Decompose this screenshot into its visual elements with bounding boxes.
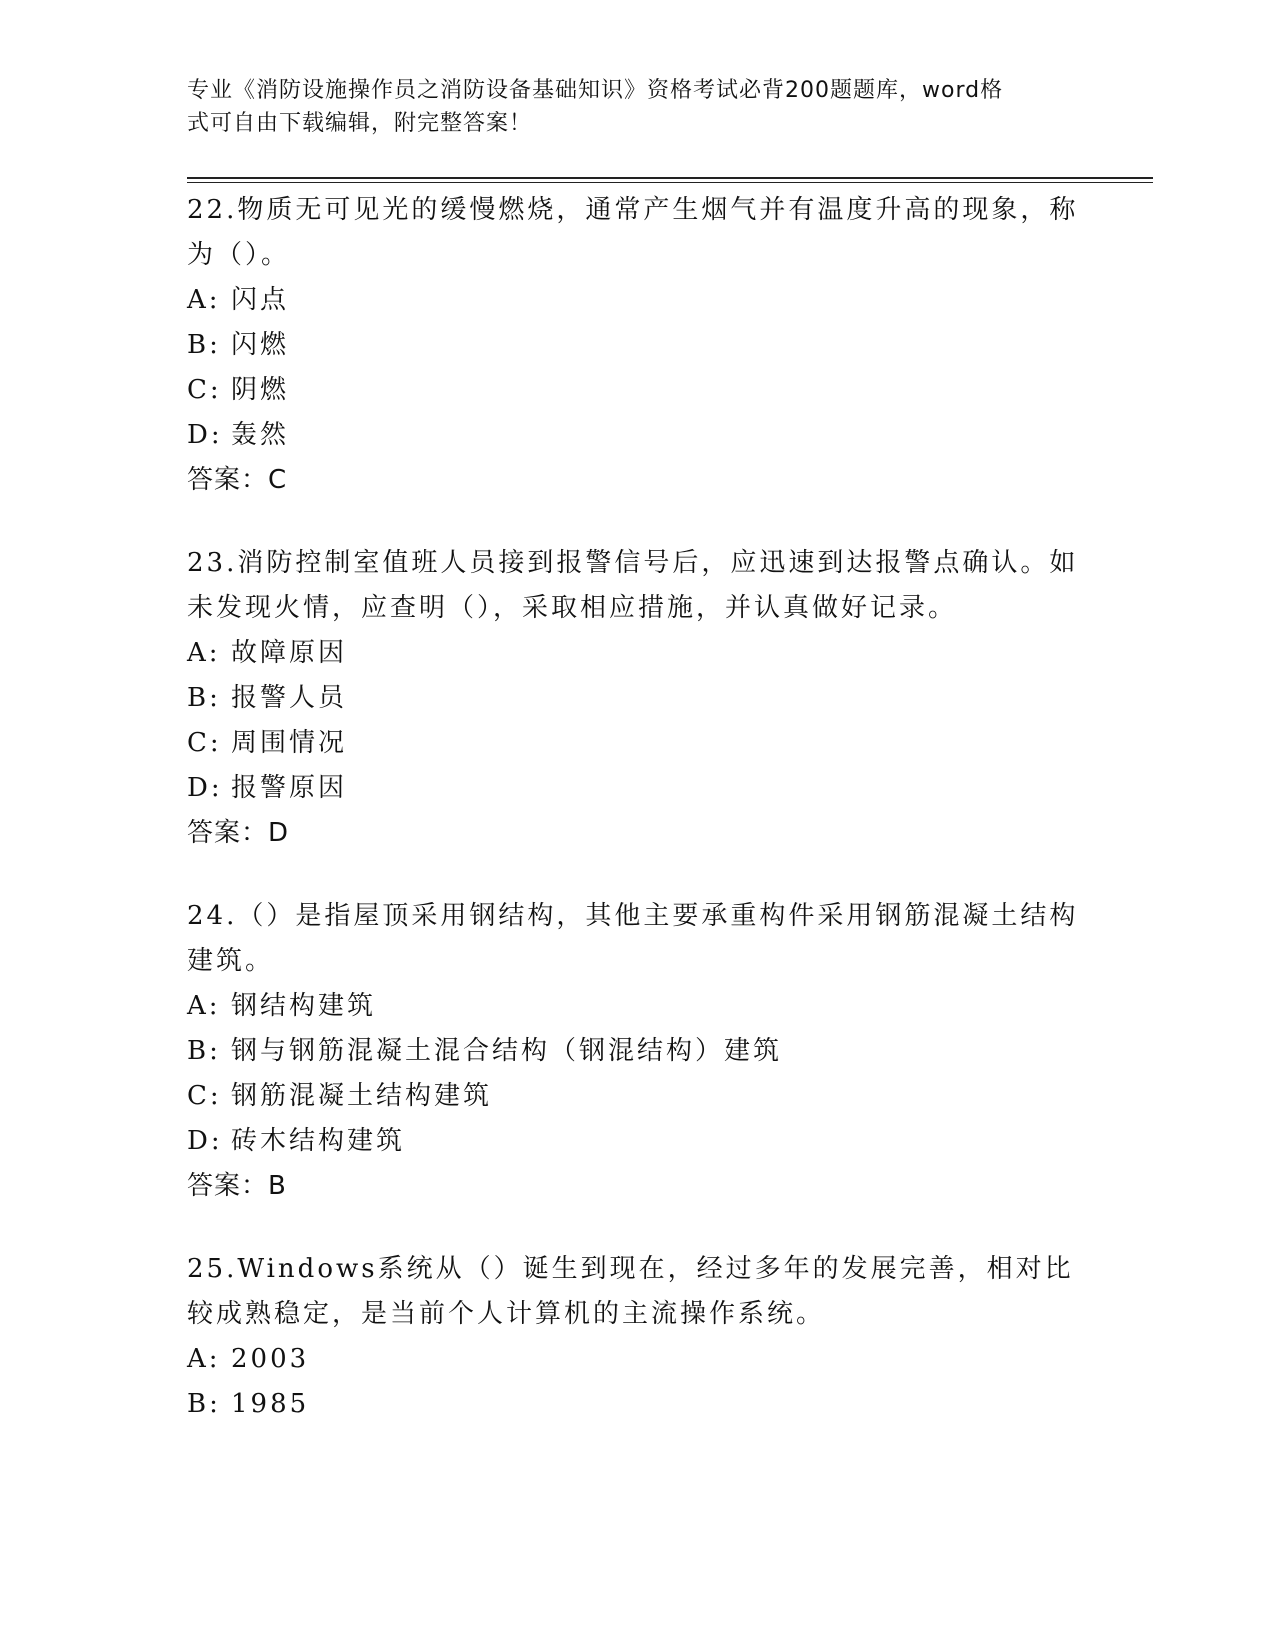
option-text: 周围情况	[231, 728, 348, 758]
question-25	[187, 1247, 1087, 1427]
option-letter: D:	[187, 773, 223, 803]
option-letter: A:	[187, 638, 221, 668]
option-text: 轰然	[231, 420, 290, 450]
option-letter: B:	[187, 1389, 221, 1419]
option-text: 闪燃	[231, 330, 290, 360]
option-letter: B:	[187, 683, 221, 713]
question-23	[187, 541, 1087, 856]
answer-value: C	[268, 465, 287, 495]
option-b	[187, 1382, 1087, 1427]
option-b	[187, 323, 1087, 368]
option-letter: C:	[187, 375, 222, 405]
answer-value: D	[268, 818, 289, 848]
header-line-1: 专业《消防设施操作员之消防设备基础知识》资格考试必背200题题库，word格	[187, 78, 1004, 103]
option-text: 1985	[231, 1389, 310, 1419]
option-text: 报警原因	[231, 773, 348, 803]
option-letter: A:	[187, 991, 221, 1021]
option-a	[187, 631, 1087, 676]
option-text: 闪点	[231, 285, 290, 315]
option-a	[187, 984, 1087, 1029]
answer-line	[187, 811, 1087, 856]
document-header	[187, 74, 1067, 140]
option-d	[187, 413, 1087, 458]
option-text: 报警人员	[231, 683, 348, 713]
option-b	[187, 1029, 1087, 1074]
option-c	[187, 1074, 1087, 1119]
question-list	[187, 188, 1087, 1465]
answer-value: B	[268, 1171, 286, 1201]
option-letter: D:	[187, 420, 223, 450]
option-text: 钢结构建筑	[231, 991, 377, 1021]
question-24	[187, 894, 1087, 1209]
option-a	[187, 1337, 1087, 1382]
option-d	[187, 1119, 1087, 1164]
question-stem: 25.Windows系统从（）诞生到现在，经过多年的发展完善，相对比较成熟稳定，是当前个人计算机的主流操作系统。	[187, 1254, 1074, 1329]
option-text: 砖木结构建筑	[231, 1126, 406, 1156]
option-letter: A:	[187, 1344, 221, 1374]
answer-label: 答案：	[187, 1171, 269, 1201]
option-letter: A:	[187, 285, 221, 315]
answer-line	[187, 458, 1087, 503]
question-stem: 23.消防控制室值班人员接到报警信号后，应迅速到达报警点确认。如未发现火情，应查明（），采取相应措施，并认真做好记录。	[187, 548, 1079, 623]
option-b	[187, 676, 1087, 721]
option-text: 2003	[231, 1344, 310, 1374]
question-stem: 24.（）是指屋顶采用钢结构，其他主要承重构件采用钢筋混凝土结构建筑。	[187, 901, 1079, 976]
header-divider-thin	[187, 182, 1153, 183]
header-line-2: 式可自由下载编辑，附完整答案！	[187, 111, 533, 136]
option-c	[187, 368, 1087, 413]
option-text: 钢与钢筋混凝土混合结构（钢混结构）建筑	[231, 1036, 783, 1066]
option-letter: B:	[187, 330, 221, 360]
question-stem: 22.物质无可见光的缓慢燃烧，通常产生烟气并有温度升高的现象，称为（）。	[187, 195, 1079, 270]
option-c	[187, 721, 1087, 766]
option-letter: C:	[187, 1081, 222, 1111]
option-d	[187, 766, 1087, 811]
answer-label: 答案：	[187, 818, 269, 848]
answer-line	[187, 1164, 1087, 1209]
question-22	[187, 188, 1087, 503]
option-text: 钢筋混凝土结构建筑	[231, 1081, 493, 1111]
header-divider-thick	[187, 177, 1153, 179]
option-letter: B:	[187, 1036, 221, 1066]
answer-label: 答案：	[187, 465, 269, 495]
option-text: 故障原因	[231, 638, 348, 668]
option-text: 阴燃	[231, 375, 290, 405]
option-letter: C:	[187, 728, 222, 758]
option-a	[187, 278, 1087, 323]
option-letter: D:	[187, 1126, 223, 1156]
